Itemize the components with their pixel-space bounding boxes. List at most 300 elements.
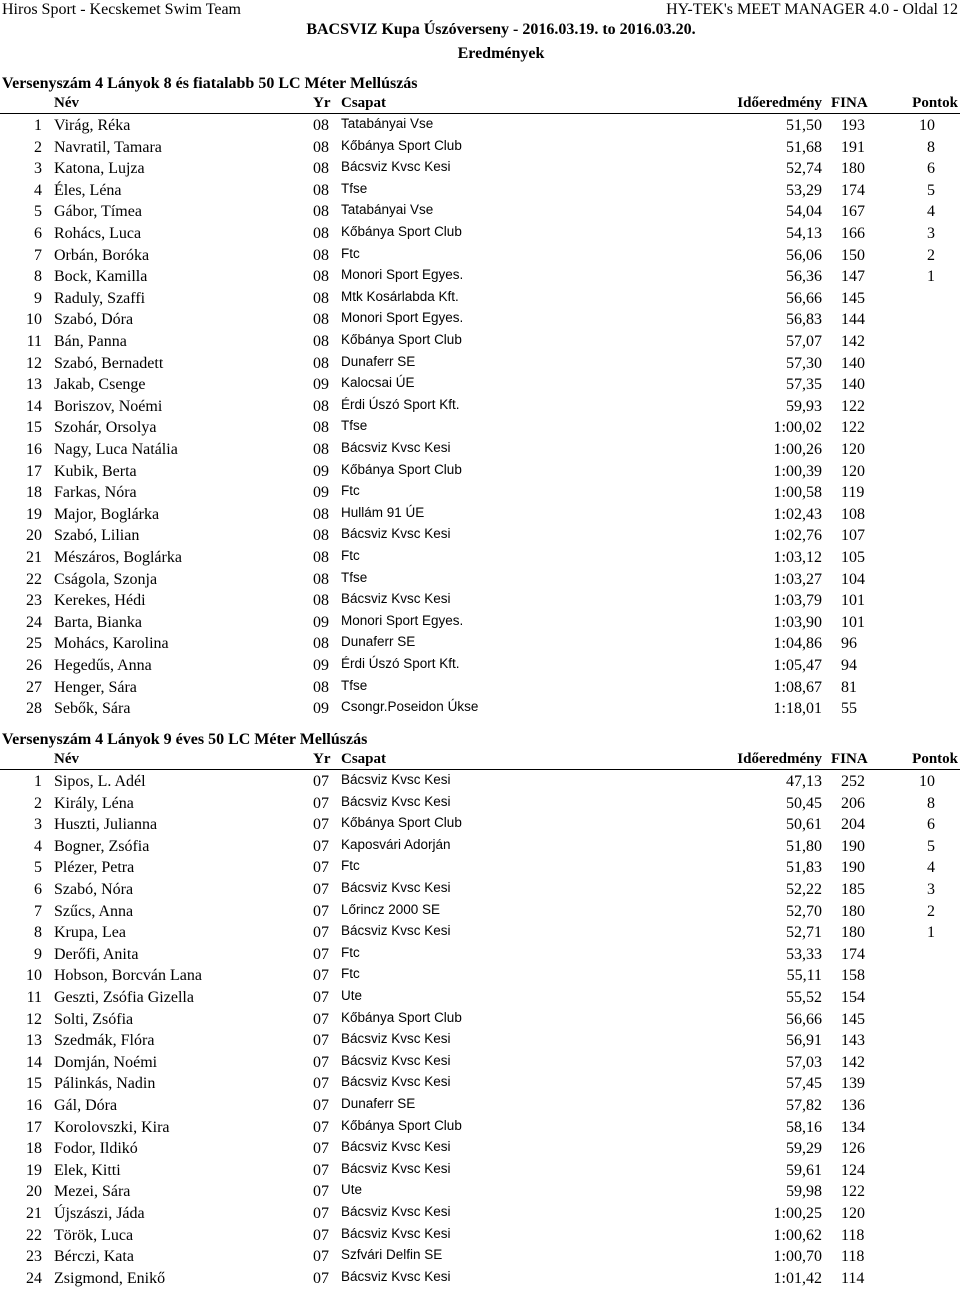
fina-cell: 122 (841, 1183, 865, 1201)
fina-cell: 108 (841, 505, 865, 523)
place-cell: 22 (26, 1226, 42, 1244)
swimmer-name-cell: Szabó, Nóra (54, 881, 134, 898)
swimmer-name-cell: Szedmák, Flóra (54, 1032, 155, 1050)
club-cell: Kőbánya Sport Club (341, 137, 462, 153)
page-header-right: HY-TEK's MEET MANAGER 4.0 - Oldal 12 (666, 1, 958, 18)
club-cell: Bácsviz Kvsc Kesi (341, 1052, 451, 1068)
swimmer-name-cell: Bogner, Zsófia (54, 837, 150, 855)
place-cell: 20 (26, 527, 42, 545)
column-name-header: Név (54, 95, 79, 111)
fina-cell: 134 (841, 1118, 865, 1136)
club-cell: Bácsviz Kvsc Kesi (341, 159, 451, 175)
year-cell: 07 (313, 1010, 329, 1028)
place-cell: 17 (26, 462, 42, 480)
place-cell: 25 (26, 635, 42, 653)
swimmer-name-cell: Geszti, Zsófia Gizella (54, 989, 194, 1006)
fina-cell: 142 (841, 1053, 865, 1071)
place-cell: 5 (34, 859, 42, 877)
club-cell: Érdi Úszó Sport Kft. (341, 656, 460, 671)
club-cell: Szfvári Delfin SE (341, 1247, 443, 1263)
club-cell: Bácsviz Kvsc Kesi (341, 1268, 451, 1284)
year-cell: 07 (313, 881, 329, 898)
swimmer-name-cell: Gál, Dóra (54, 1097, 118, 1114)
place-cell: 10 (26, 311, 42, 329)
time-cell: 57,03 (786, 1053, 822, 1071)
club-cell: Bácsviz Kvsc Kesi (341, 772, 451, 787)
fina-cell: 193 (841, 117, 865, 134)
fina-cell: 185 (841, 881, 865, 898)
table-row (0, 1032, 960, 1053)
place-cell: 18 (26, 1140, 42, 1158)
fina-cell: 166 (841, 225, 865, 242)
table-row (0, 290, 960, 311)
column-time-header: Időeredmény (737, 95, 822, 111)
place-cell: 2 (34, 794, 42, 812)
place-cell: 23 (26, 1248, 42, 1266)
time-cell: 1:05,47 (773, 657, 822, 674)
fina-cell: 122 (841, 397, 865, 415)
place-cell: 28 (26, 700, 42, 718)
year-cell: 08 (313, 527, 329, 545)
time-cell: 51,83 (786, 859, 822, 877)
swimmer-name-cell: Kerekes, Hédi (54, 592, 146, 610)
table-row (0, 441, 960, 462)
fina-cell: 143 (841, 1032, 865, 1050)
time-cell: 57,82 (786, 1097, 822, 1114)
time-cell: 57,30 (786, 354, 822, 372)
swimmer-name-cell: Barta, Bianka (54, 613, 142, 631)
swimmer-name-cell: Rohács, Luca (54, 225, 142, 242)
points-cell: 10 (919, 117, 935, 134)
time-cell: 1:08,67 (773, 678, 822, 696)
year-cell: 07 (313, 859, 329, 877)
year-cell: 08 (313, 311, 329, 329)
time-cell: 1:02,76 (773, 527, 822, 545)
year-cell: 07 (313, 1183, 329, 1201)
fina-cell: 158 (841, 967, 865, 985)
fina-cell: 154 (841, 989, 865, 1006)
time-cell: 1:00,70 (773, 1248, 822, 1266)
table-row (0, 592, 960, 613)
points-cell: 8 (927, 794, 935, 812)
year-cell: 07 (313, 794, 329, 812)
club-cell: Bácsviz Kvsc Kesi (341, 526, 451, 542)
time-cell: 56,66 (786, 289, 822, 307)
club-cell: Kőbánya Sport Club (341, 815, 462, 831)
swimmer-name-cell: Cságola, Szonja (54, 570, 158, 588)
year-cell: 07 (313, 816, 329, 834)
year-cell: 07 (313, 1118, 329, 1136)
page-header-left: Hiros Sport - Kecskemet Swim Team (2, 1, 241, 18)
table-row (0, 1270, 960, 1291)
table-row (0, 398, 960, 419)
table-row (0, 160, 960, 181)
table-row (0, 700, 960, 721)
table-row (0, 773, 960, 794)
year-cell: 07 (313, 902, 329, 920)
fina-cell: 120 (841, 1205, 865, 1222)
fina-cell: 55 (841, 700, 857, 718)
table-row (0, 881, 960, 902)
table-row (0, 946, 960, 967)
swimmer-name-cell: Krupa, Lea (54, 924, 126, 942)
club-cell: Tfse (341, 418, 368, 434)
time-cell: 1:00,39 (773, 462, 822, 480)
table-row (0, 268, 960, 289)
swimmer-name-cell: Éles, Léna (54, 181, 122, 199)
club-cell: Bácsviz Kvsc Kesi (341, 793, 451, 809)
swimmer-name-cell: Orbán, Boróka (54, 246, 150, 264)
club-cell: Kalocsai ÚE (341, 375, 415, 391)
table-row (0, 225, 960, 246)
time-cell: 56,36 (786, 268, 822, 286)
place-cell: 15 (26, 419, 42, 437)
column-time-header: Időeredmény (737, 751, 822, 767)
time-cell: 1:03,90 (773, 613, 822, 631)
club-cell: Ftc (341, 548, 360, 563)
year-cell: 08 (313, 246, 329, 264)
year-cell: 07 (313, 1032, 329, 1050)
swimmer-name-cell: Fodor, Ildikó (54, 1140, 138, 1158)
place-cell: 19 (26, 505, 42, 523)
place-cell: 22 (26, 570, 42, 588)
swimmer-name-cell: Boriszov, Noémi (54, 397, 163, 415)
place-cell: 14 (26, 1053, 42, 1071)
fina-cell: 252 (841, 773, 865, 790)
column-header-row (0, 95, 960, 113)
table-row (0, 1183, 960, 1204)
year-cell: 07 (313, 1053, 329, 1071)
table-row (0, 117, 960, 138)
club-cell: Érdi Úszó Sport Kft. (341, 396, 460, 412)
place-cell: 5 (34, 203, 42, 221)
column-header-row (0, 751, 960, 769)
place-cell: 17 (26, 1118, 42, 1136)
fina-cell: 81 (841, 678, 857, 696)
time-cell: 53,29 (786, 181, 822, 199)
club-cell: Bácsviz Kvsc Kesi (341, 591, 451, 607)
place-cell: 4 (34, 181, 42, 199)
year-cell: 07 (313, 924, 329, 942)
fina-cell: 120 (841, 462, 865, 480)
place-cell: 8 (34, 924, 42, 942)
points-cell: 1 (927, 268, 935, 286)
club-cell: Ute (341, 1182, 363, 1198)
fina-cell: 118 (841, 1226, 865, 1244)
points-cell: 10 (919, 773, 935, 790)
time-cell: 51,50 (786, 117, 822, 134)
table-row (0, 1140, 960, 1161)
table-row (0, 967, 960, 988)
fina-cell: 206 (841, 794, 865, 812)
time-cell: 51,68 (786, 138, 822, 156)
time-cell: 57,35 (786, 376, 822, 394)
points-cell: 6 (927, 816, 935, 834)
table-row (0, 903, 960, 924)
time-cell: 1:00,62 (773, 1226, 822, 1244)
points-cell: 5 (927, 181, 935, 199)
column-name-header: Név (54, 751, 79, 767)
year-cell: 07 (313, 773, 329, 790)
year-cell: 08 (313, 570, 329, 588)
year-cell: 08 (313, 117, 329, 134)
club-cell: Dunaferr SE (341, 634, 416, 650)
place-cell: 10 (26, 967, 42, 985)
points-cell: 2 (927, 246, 935, 264)
place-cell: 2 (34, 138, 42, 156)
swimmer-name-cell: Domján, Noémi (54, 1053, 158, 1071)
table-row (0, 1248, 960, 1269)
place-cell: 9 (34, 945, 42, 963)
place-cell: 6 (34, 225, 42, 242)
swimmer-name-cell: Szabó, Lilian (54, 527, 140, 545)
place-cell: 7 (34, 246, 42, 264)
fina-cell: 142 (841, 333, 865, 350)
table-row (0, 795, 960, 816)
year-cell: 07 (313, 837, 329, 855)
swimmer-name-cell: Bérczi, Kata (54, 1248, 134, 1266)
swimmer-name-cell: Szűcs, Anna (54, 902, 134, 920)
table-row (0, 333, 960, 354)
year-cell: 07 (313, 1140, 329, 1158)
event-title: Versenyszám 4 Lányok 9 éves 50 LC Méter Mellúszás (2, 731, 368, 748)
swimmer-name-cell: Solti, Zsófia (54, 1010, 134, 1028)
swimmer-name-cell: Bán, Panna (54, 333, 127, 350)
column-yr-header: Yr (313, 751, 331, 767)
fina-cell: 104 (841, 570, 865, 588)
swimmer-name-cell: Zsigmond, Enikő (54, 1269, 166, 1287)
club-cell: Ftc (341, 966, 360, 982)
time-cell: 56,91 (786, 1032, 822, 1050)
table-row (0, 311, 960, 332)
year-cell: 08 (313, 635, 329, 653)
club-cell: Ftc (341, 858, 360, 874)
fina-cell: 118 (841, 1248, 865, 1266)
fina-cell: 101 (841, 613, 865, 631)
year-cell: 08 (313, 441, 329, 458)
time-cell: 50,61 (786, 816, 822, 834)
fina-cell: 191 (841, 138, 865, 156)
header-divider (0, 113, 960, 114)
table-row (0, 657, 960, 678)
place-cell: 9 (34, 289, 42, 307)
year-cell: 08 (313, 419, 329, 437)
club-cell: Kőbánya Sport Club (341, 224, 462, 239)
time-cell: 57,07 (786, 333, 822, 350)
swimmer-name-cell: Király, Léna (54, 794, 134, 812)
club-cell: Csongr.Poseidon Úkse (341, 699, 479, 715)
club-cell: Tfse (341, 677, 368, 693)
place-cell: 19 (26, 1161, 42, 1179)
club-cell: Hullám 91 ÚE (341, 504, 425, 520)
swimmer-name-cell: Korolovszki, Kira (54, 1118, 170, 1136)
club-cell: Bácsviz Kvsc Kesi (341, 1139, 451, 1155)
club-cell: Monori Sport Egyes. (341, 267, 464, 283)
place-cell: 11 (26, 989, 42, 1006)
place-cell: 1 (34, 773, 42, 790)
year-cell: 07 (313, 1226, 329, 1244)
fina-cell: 145 (841, 289, 865, 307)
time-cell: 1:02,43 (773, 505, 822, 523)
table-row (0, 203, 960, 224)
time-cell: 1:03,12 (773, 549, 822, 566)
place-cell: 7 (34, 902, 42, 920)
club-cell: Bácsviz Kvsc Kesi (341, 1225, 451, 1241)
time-cell: 51,80 (786, 837, 822, 855)
swimmer-name-cell: Navratil, Tamara (54, 138, 162, 156)
fina-cell: 126 (841, 1140, 865, 1158)
club-cell: Monori Sport Egyes. (341, 612, 464, 628)
column-club-header: Csapat (341, 751, 387, 767)
year-cell: 07 (313, 1269, 329, 1287)
table-row (0, 247, 960, 268)
time-cell: 53,33 (786, 945, 822, 963)
place-cell: 3 (34, 160, 42, 178)
year-cell: 08 (313, 138, 329, 156)
time-cell: 58,16 (786, 1118, 822, 1136)
points-cell: 3 (927, 881, 935, 898)
place-cell: 4 (34, 837, 42, 855)
year-cell: 07 (313, 967, 329, 985)
table-row (0, 571, 960, 592)
column-fina-header: FINA (831, 751, 868, 767)
place-cell: 26 (26, 657, 42, 674)
column-yr-header: Yr (313, 95, 331, 111)
table-row (0, 1054, 960, 1075)
points-cell: 4 (927, 859, 935, 877)
club-cell: Kőbánya Sport Club (341, 1117, 462, 1133)
place-cell: 12 (26, 354, 42, 372)
place-cell: 8 (34, 268, 42, 286)
table-row (0, 1205, 960, 1226)
time-cell: 59,93 (786, 397, 822, 415)
swimmer-name-cell: Szabó, Bernadett (54, 354, 164, 372)
year-cell: 09 (313, 613, 329, 631)
club-cell: Ftc (341, 245, 360, 261)
time-cell: 54,04 (786, 203, 822, 221)
column-club-header: Csapat (341, 95, 387, 111)
fina-cell: 190 (841, 837, 865, 855)
table-row (0, 355, 960, 376)
fina-cell: 204 (841, 816, 865, 834)
points-cell: 3 (927, 225, 935, 242)
fina-cell: 124 (841, 1161, 865, 1179)
year-cell: 09 (313, 376, 329, 394)
club-cell: Kőbánya Sport Club (341, 461, 462, 477)
time-cell: 1:00,58 (773, 484, 822, 502)
fina-cell: 174 (841, 181, 865, 199)
club-cell: Kőbánya Sport Club (341, 332, 462, 347)
time-cell: 55,52 (786, 989, 822, 1006)
club-cell: Kőbánya Sport Club (341, 1009, 462, 1025)
year-cell: 07 (313, 1075, 329, 1093)
club-cell: Ute (341, 988, 363, 1003)
time-cell: 54,13 (786, 225, 822, 242)
club-cell: Monori Sport Egyes. (341, 310, 464, 326)
time-cell: 1:00,26 (773, 441, 822, 458)
time-cell: 1:03,27 (773, 570, 822, 588)
swimmer-name-cell: Mezei, Sára (54, 1183, 131, 1201)
place-cell: 14 (26, 397, 42, 415)
table-row (0, 549, 960, 570)
club-cell: Bácsviz Kvsc Kesi (341, 1204, 451, 1219)
place-cell: 24 (26, 613, 42, 631)
swimmer-name-cell: Farkas, Nóra (54, 484, 137, 502)
time-cell: 52,22 (786, 881, 822, 898)
year-cell: 09 (313, 657, 329, 674)
table-row (0, 1162, 960, 1183)
column-points-header: Pontok (912, 95, 958, 111)
club-cell: Mtk Kosárlabda Kft. (341, 288, 459, 304)
swimmer-name-cell: Gábor, Tímea (54, 203, 142, 221)
table-row (0, 1227, 960, 1248)
club-cell: Bácsviz Kvsc Kesi (341, 1160, 451, 1176)
table-row (0, 679, 960, 700)
place-cell: 24 (26, 1269, 42, 1287)
swimmer-name-cell: Huszti, Julianna (54, 816, 158, 834)
year-cell: 08 (313, 333, 329, 350)
year-cell: 08 (313, 549, 329, 566)
fina-cell: 122 (841, 419, 865, 437)
swimmer-name-cell: Sebők, Sára (54, 700, 131, 718)
time-cell: 52,74 (786, 160, 822, 178)
club-cell: Bácsviz Kvsc Kesi (341, 1074, 451, 1090)
fina-cell: 114 (841, 1269, 865, 1287)
year-cell: 09 (313, 484, 329, 502)
place-cell: 13 (26, 1032, 42, 1050)
year-cell: 09 (313, 462, 329, 480)
year-cell: 07 (313, 1205, 329, 1222)
fina-cell: 174 (841, 945, 865, 963)
swimmer-name-cell: Raduly, Szaffi (54, 289, 146, 307)
fina-cell: 150 (841, 246, 865, 264)
table-row (0, 419, 960, 440)
table-row (0, 1011, 960, 1032)
club-cell: Dunaferr SE (341, 1096, 416, 1111)
fina-cell: 144 (841, 311, 865, 329)
table-row (0, 139, 960, 160)
results-subtitle: Eredmények (457, 45, 545, 62)
place-cell: 18 (26, 484, 42, 502)
fina-cell: 180 (841, 160, 865, 178)
swimmer-name-cell: Major, Boglárka (54, 505, 160, 523)
club-cell: Bácsviz Kvsc Kesi (341, 923, 451, 939)
column-points-header: Pontok (912, 751, 958, 767)
swimmer-name-cell: Szabó, Dóra (54, 311, 134, 329)
year-cell: 07 (313, 989, 329, 1006)
swimmer-name-cell: Derőfi, Anita (54, 945, 139, 963)
points-cell: 4 (927, 203, 935, 221)
club-cell: Ftc (341, 483, 360, 499)
place-cell: 21 (26, 549, 42, 566)
table-row (0, 527, 960, 548)
swimmer-name-cell: Pálinkás, Nadin (54, 1075, 156, 1093)
swimmer-name-cell: Mészáros, Boglárka (54, 549, 182, 566)
fina-cell: 96 (841, 635, 857, 653)
year-cell: 07 (313, 1248, 329, 1266)
time-cell: 59,29 (786, 1140, 822, 1158)
place-cell: 6 (34, 881, 42, 898)
year-cell: 08 (313, 225, 329, 242)
table-row (0, 816, 960, 837)
points-cell: 2 (927, 902, 935, 920)
year-cell: 08 (313, 397, 329, 415)
fina-cell: 145 (841, 1010, 865, 1028)
swimmer-name-cell: Sipos, L. Adél (54, 773, 146, 790)
swimmer-name-cell: Jakab, Csenge (54, 376, 146, 394)
table-row (0, 376, 960, 397)
table-row (0, 859, 960, 880)
